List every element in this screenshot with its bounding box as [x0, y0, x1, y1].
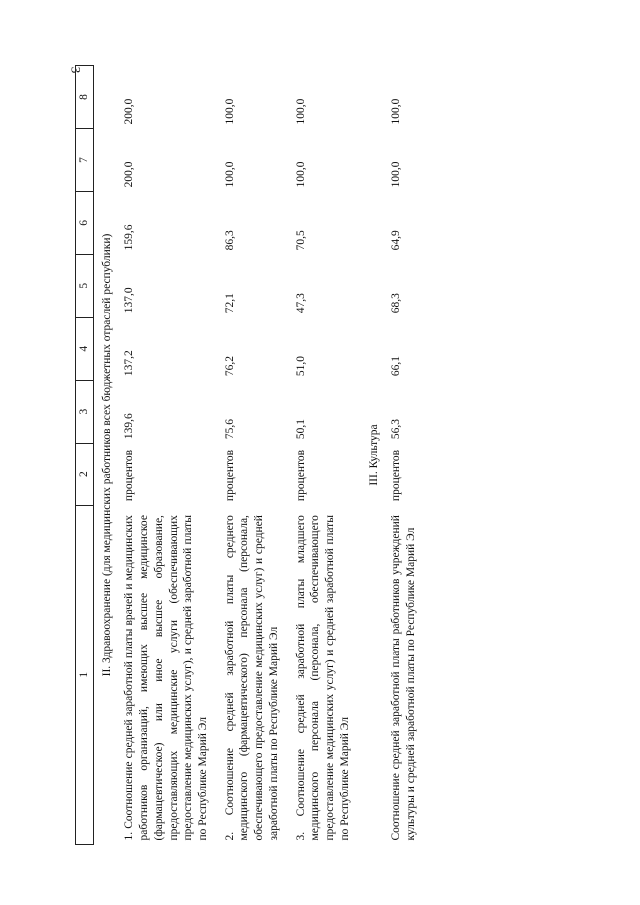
indicator-cell: Соотношение средней заработной платы работников учреждений культуры и средней заработной платы по Республике Марий Эл — [390, 515, 417, 841]
unit-cell: процентов — [294, 449, 307, 502]
value-cell: 200,0 — [123, 98, 136, 125]
value-cell: 72,1 — [223, 293, 236, 314]
value-cell: 86,3 — [223, 230, 236, 251]
value-cell: 75,6 — [223, 418, 236, 440]
table-row — [118, 66, 218, 845]
unit-cell: процентов — [390, 449, 403, 502]
section-heading — [361, 66, 386, 845]
value-cell: 47,3 — [294, 293, 307, 314]
column-number-row — [76, 66, 94, 845]
value-cell: 137,2 — [123, 350, 136, 377]
value-cell: 70,5 — [294, 230, 307, 251]
table-row — [290, 66, 361, 845]
value-cell: 56,3 — [390, 418, 403, 440]
indicator-cell: 3. Соотношение средней заработной платы младшего медицинского персонала (персонала, обеспечивающего предоставление медицинских услуг) и средней заработной платы по Республике Марий Эл — [294, 515, 351, 841]
value-cell: 159,6 — [123, 224, 136, 251]
value-cell: 100,0 — [294, 98, 307, 125]
table-row — [385, 66, 426, 845]
value-cell: 50,1 — [294, 418, 307, 440]
table-row — [219, 66, 290, 845]
value-cell: 51,0 — [294, 356, 307, 377]
value-cell: 100,0 — [390, 161, 403, 188]
value-cell: 64,9 — [390, 230, 403, 251]
value-cell: 137,0 — [123, 287, 136, 314]
rotated-page — [75, 65, 565, 845]
indicator-cell: 1. Соотношение средней заработной платы врачей и медицинских работников организаций, имеющих высшее медицинское (фармацевтическое) или иное высшее образование, предоставляющих медицинские услуги (обеспечивающих предоставление медицинских услуг), и средней заработной платы по Республике Марий Эл — [123, 515, 210, 841]
value-cell: 100,0 — [223, 98, 236, 125]
column-header: 5 — [76, 254, 94, 317]
section-title: II. Здравоохранение (для медицинских работников всех бюджетных отраслей республики) — [100, 233, 113, 677]
column-header: 8 — [76, 66, 94, 129]
column-header: 7 — [76, 128, 94, 191]
page-number: 3 — [68, 66, 84, 74]
value-cell: 200,0 — [123, 161, 136, 188]
value-cell: 139,6 — [123, 413, 136, 440]
section-title: III. Культура — [367, 424, 380, 486]
value-cell: 100,0 — [390, 98, 403, 125]
value-cell: 100,0 — [223, 161, 236, 188]
value-cell: 100,0 — [294, 161, 307, 188]
column-header: 1 — [76, 505, 94, 844]
salary-ratio-table — [75, 65, 427, 845]
column-header: 2 — [76, 443, 94, 505]
value-cell: 68,3 — [390, 293, 403, 314]
value-cell: 66,1 — [390, 356, 403, 377]
value-cell: 76,2 — [223, 356, 236, 377]
column-header: 3 — [76, 380, 94, 443]
indicator-cell: 2. Соотношение средней заработной платы среднего медицинского (фармацевтического) персонала (персонала, обеспечивающего предоставление медицинских услуг) и средней заработной платы по Республике Марий Эл — [223, 515, 280, 841]
section-heading — [93, 66, 118, 845]
unit-cell: процентов — [223, 449, 236, 502]
column-header: 6 — [76, 191, 94, 254]
column-header: 4 — [76, 317, 94, 380]
unit-cell: процентов — [123, 449, 136, 502]
